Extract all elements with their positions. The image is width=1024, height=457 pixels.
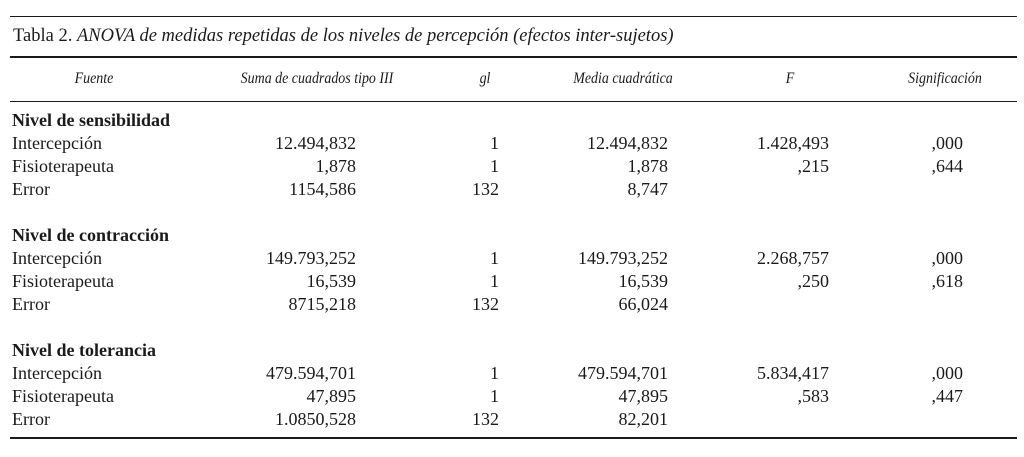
cell-gl: 1	[490, 133, 499, 153]
cell-significacion: ,000	[931, 248, 963, 268]
cell-significacion: ,644	[931, 156, 963, 176]
cell-fuente: Intercepción	[12, 248, 102, 268]
cell-significacion: ,000	[931, 133, 963, 153]
cell-fuente: Intercepción	[12, 133, 102, 153]
cell-fuente: Fisioterapeuta	[12, 386, 114, 406]
bottom-rule	[10, 437, 1017, 439]
cell-significacion: ,618	[931, 271, 963, 291]
header-media: Media cuadrática	[573, 70, 673, 87]
cell-suma: 8715,218	[288, 294, 356, 314]
cell-suma: 12.494,832	[275, 133, 356, 153]
header-significacion: Significación	[908, 70, 982, 87]
cell-f: ,250	[797, 271, 829, 291]
header-fuente: Fuente	[74, 70, 114, 87]
cell-fuente: Intercepción	[12, 363, 102, 383]
top-rule	[10, 16, 1017, 17]
cell-fuente: Fisioterapeuta	[12, 156, 114, 176]
cell-gl: 132	[472, 179, 499, 199]
cell-suma: 1154,586	[289, 179, 356, 199]
header-f: F	[785, 70, 795, 87]
header-top-rule	[10, 56, 1017, 58]
caption-text: ANOVA de medidas repetidas de los niveles de percepción (efectos inter-sujetos)	[76, 26, 674, 46]
cell-gl: 1	[490, 271, 499, 291]
section-title: Nivel de sensibilidad	[12, 110, 171, 130]
cell-suma: 47,895	[306, 386, 356, 406]
header-suma: Suma de cuadrados tipo III	[240, 70, 394, 87]
cell-gl: 132	[472, 409, 499, 429]
cell-gl: 1	[490, 363, 499, 383]
cell-media: 47,895	[618, 386, 668, 406]
cell-suma: 1.0850,528	[275, 409, 356, 429]
cell-media: 16,539	[618, 271, 668, 291]
cell-media: 1,878	[627, 156, 668, 176]
cell-significacion: ,447	[931, 386, 963, 406]
header-bottom-rule	[10, 101, 1017, 102]
cell-suma: 1,878	[315, 156, 356, 176]
cell-significacion: ,000	[931, 363, 963, 383]
cell-fuente: Fisioterapeuta	[12, 271, 114, 291]
cell-f: ,215	[797, 156, 829, 176]
cell-gl: 1	[490, 156, 499, 176]
cell-media: 66,024	[618, 294, 668, 314]
cell-fuente: Error	[12, 179, 50, 199]
cell-suma: 479.594,701	[266, 363, 356, 383]
cell-gl: 1	[490, 386, 499, 406]
header-gl: gl	[479, 70, 491, 87]
cell-fuente: Error	[12, 294, 50, 314]
cell-f: 1.428,493	[757, 133, 829, 153]
cell-fuente: Error	[12, 409, 50, 429]
section-title: Nivel de contracción	[12, 225, 169, 245]
cell-gl: 132	[472, 294, 499, 314]
section-title: Nivel de tolerancia	[12, 340, 156, 360]
cell-media: 8,747	[627, 179, 668, 199]
caption-label: Tabla 2.	[13, 26, 73, 46]
cell-media: 479.594,701	[578, 363, 668, 383]
cell-gl: 1	[490, 248, 499, 268]
cell-media: 149.793,252	[578, 248, 668, 268]
cell-f: 2.268,757	[757, 248, 829, 268]
cell-media: 12.494,832	[587, 133, 668, 153]
cell-media: 82,201	[618, 409, 668, 429]
cell-f: ,583	[797, 386, 829, 406]
cell-suma: 149.793,252	[266, 248, 356, 268]
cell-suma: 16,539	[306, 271, 356, 291]
cell-f: 5.834,417	[757, 363, 829, 383]
table-caption	[13, 26, 674, 47]
